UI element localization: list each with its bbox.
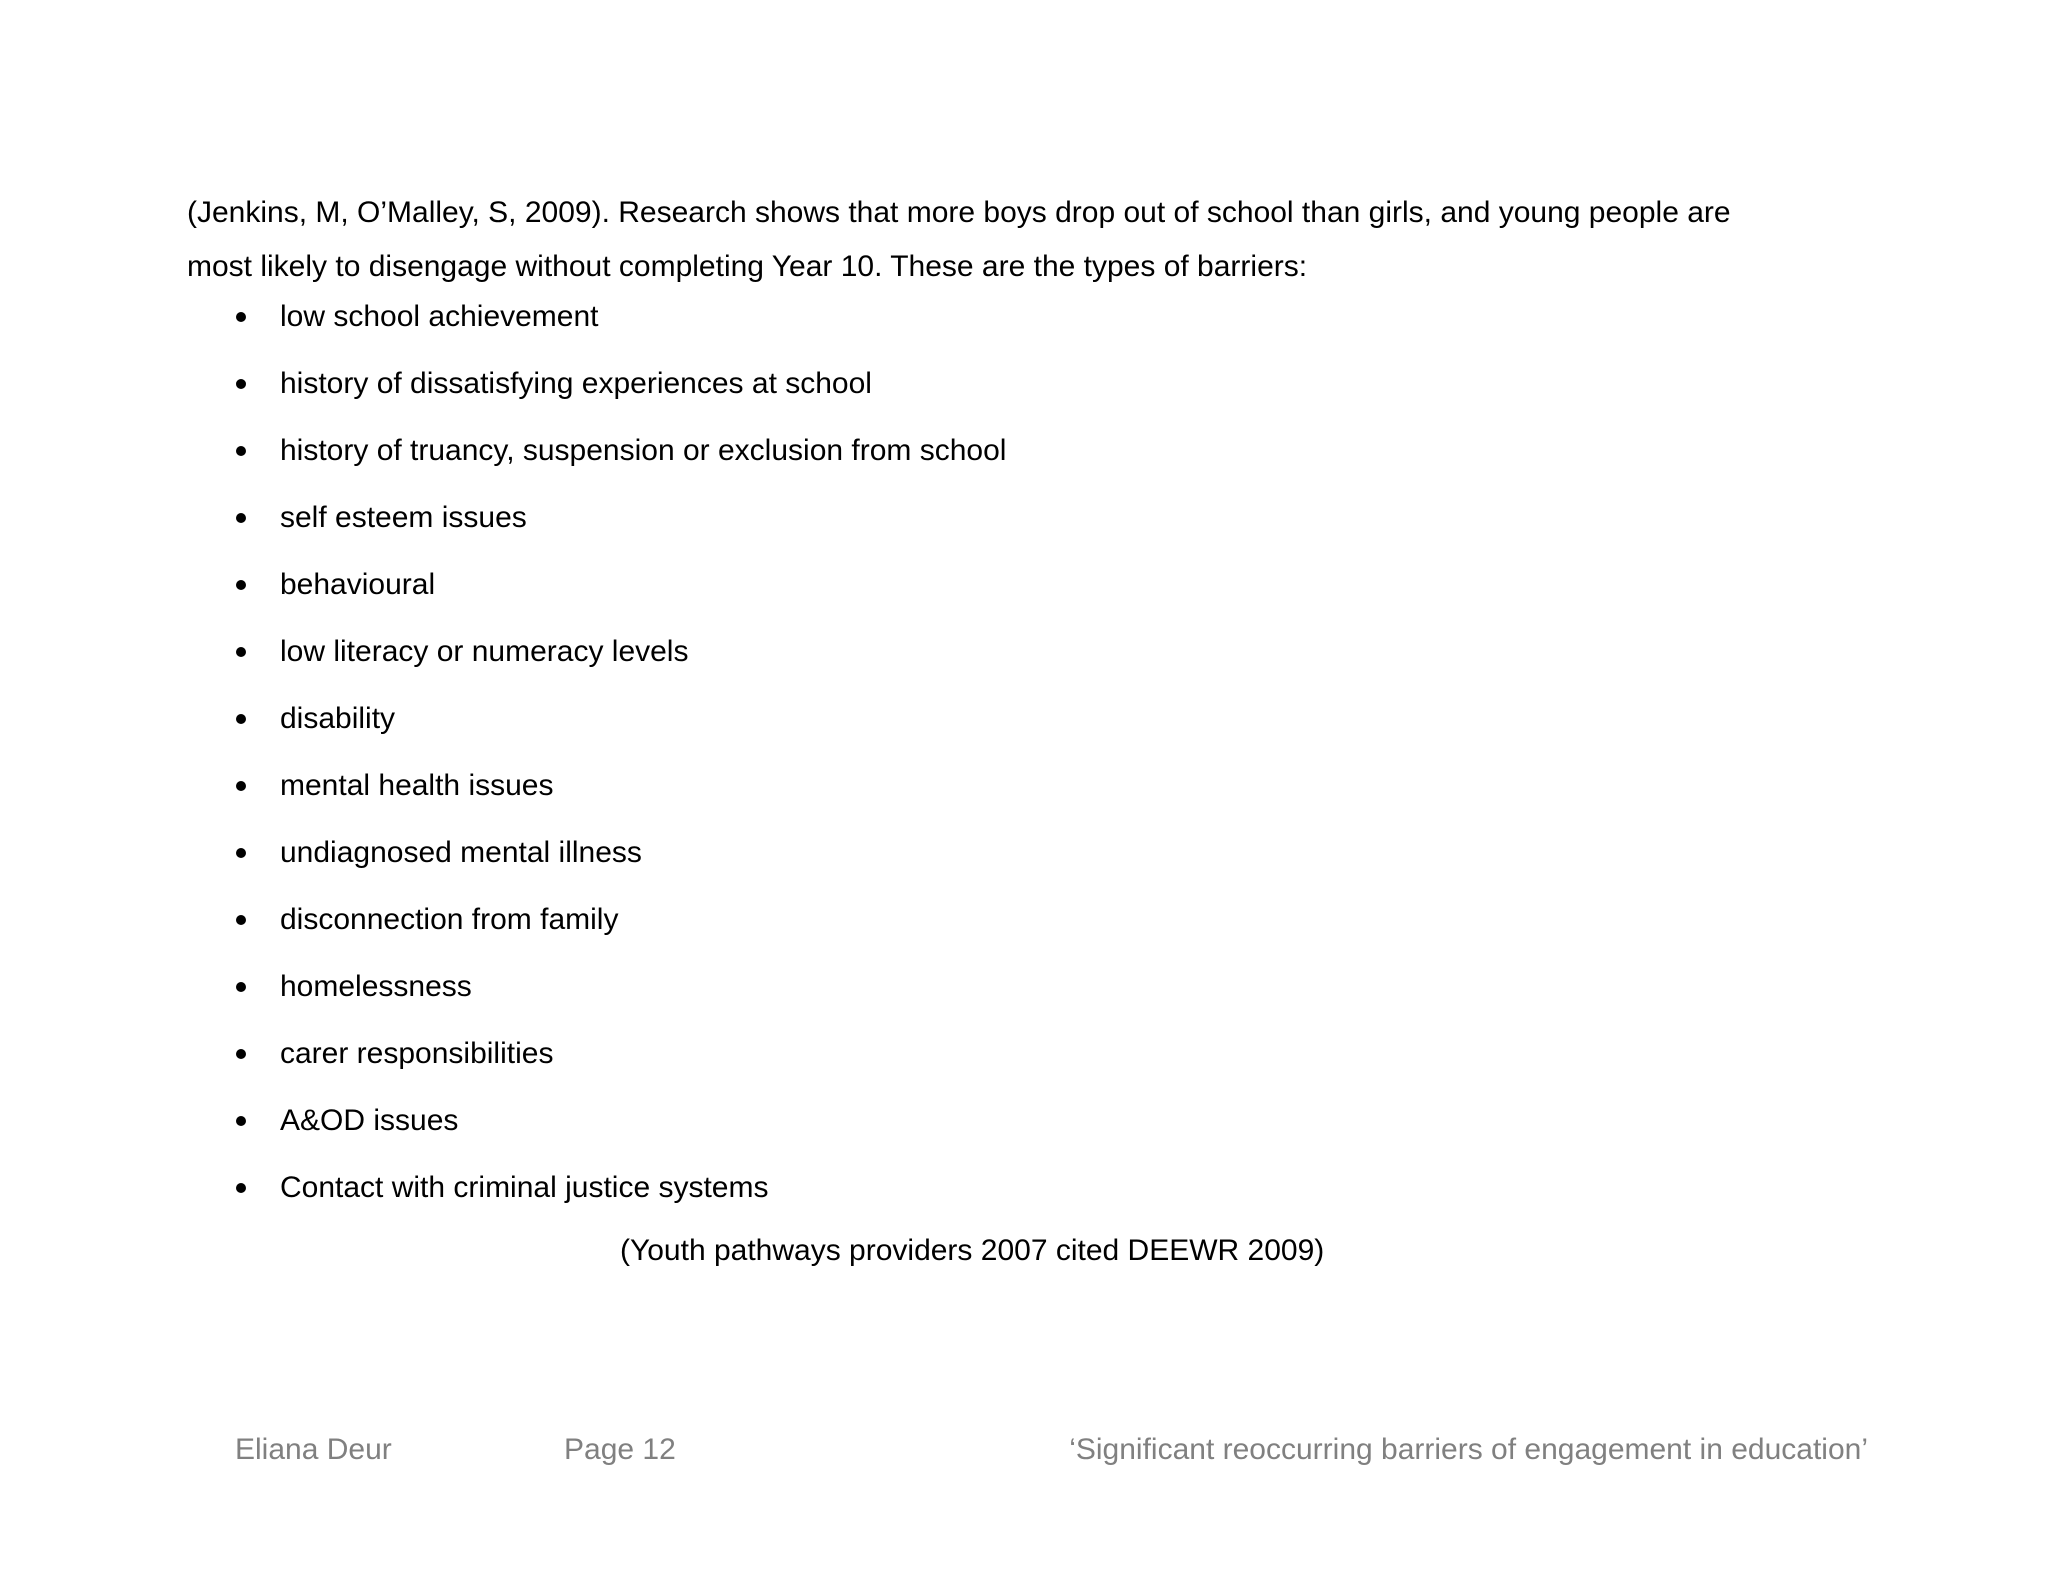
bullet-icon	[236, 714, 246, 724]
list-item	[187, 560, 1006, 627]
list-item	[187, 694, 1006, 761]
bullet-icon	[236, 647, 246, 657]
list-item	[187, 828, 1006, 895]
citation: (Youth pathways providers 2007 cited DEEWR 2009)	[620, 1234, 1325, 1267]
bullet-icon	[236, 446, 246, 456]
list-item-text: homelessness	[280, 970, 472, 1003]
bullet-icon	[236, 848, 246, 858]
list-item-text: carer responsibilities	[280, 1037, 554, 1070]
list-item-text: disability	[280, 702, 396, 735]
list-item	[187, 895, 1006, 962]
intro-line-2: most likely to disengage without completing Year 10. These are the types of barriers:	[187, 250, 1308, 283]
list-item	[187, 627, 1006, 694]
list-item-text: behavioural	[280, 568, 436, 601]
barriers-list	[187, 292, 1006, 1230]
list-item-text: Contact with criminal justice systems	[280, 1171, 769, 1204]
list-item	[187, 426, 1006, 493]
bullet-icon	[236, 379, 246, 389]
bullet-icon	[236, 982, 246, 992]
list-item	[187, 292, 1006, 359]
list-item	[187, 761, 1006, 828]
bullet-icon	[236, 1183, 246, 1193]
bullet-icon	[236, 312, 246, 322]
list-item-text: A&OD issues	[280, 1104, 459, 1137]
list-item	[187, 493, 1006, 560]
list-item-text: history of dissatisfying experiences at school	[280, 367, 872, 400]
bullet-icon	[236, 915, 246, 925]
list-item	[187, 359, 1006, 426]
list-item	[187, 962, 1006, 1029]
list-item	[187, 1096, 1006, 1163]
list-item-text: low literacy or numeracy levels	[280, 635, 689, 668]
list-item-text: disconnection from family	[280, 903, 619, 936]
footer-author: Eliana Deur	[235, 1433, 392, 1466]
intro-paragraph	[187, 186, 1887, 294]
footer-document-title: ‘Significant reoccurring barriers of engagement in education’	[1069, 1433, 1868, 1466]
list-item	[187, 1029, 1006, 1096]
list-item	[187, 1163, 1006, 1230]
bullet-icon	[236, 580, 246, 590]
list-item-text: low school achievement	[280, 300, 599, 333]
list-item-text: history of truancy, suspension or exclusion from school	[280, 434, 1007, 467]
intro-line-1: (Jenkins, M, O’Malley, S, 2009). Research shows that more boys drop out of school than girls, and young people are	[187, 196, 1731, 229]
list-item-text: mental health issues	[280, 769, 554, 802]
bullet-icon	[236, 781, 246, 791]
bullet-icon	[236, 513, 246, 523]
list-item-text: undiagnosed mental illness	[280, 836, 642, 869]
footer-page-number: Page 12	[564, 1433, 676, 1466]
bullet-icon	[236, 1049, 246, 1059]
list-item-text: self esteem issues	[280, 501, 527, 534]
bullet-icon	[236, 1116, 246, 1126]
